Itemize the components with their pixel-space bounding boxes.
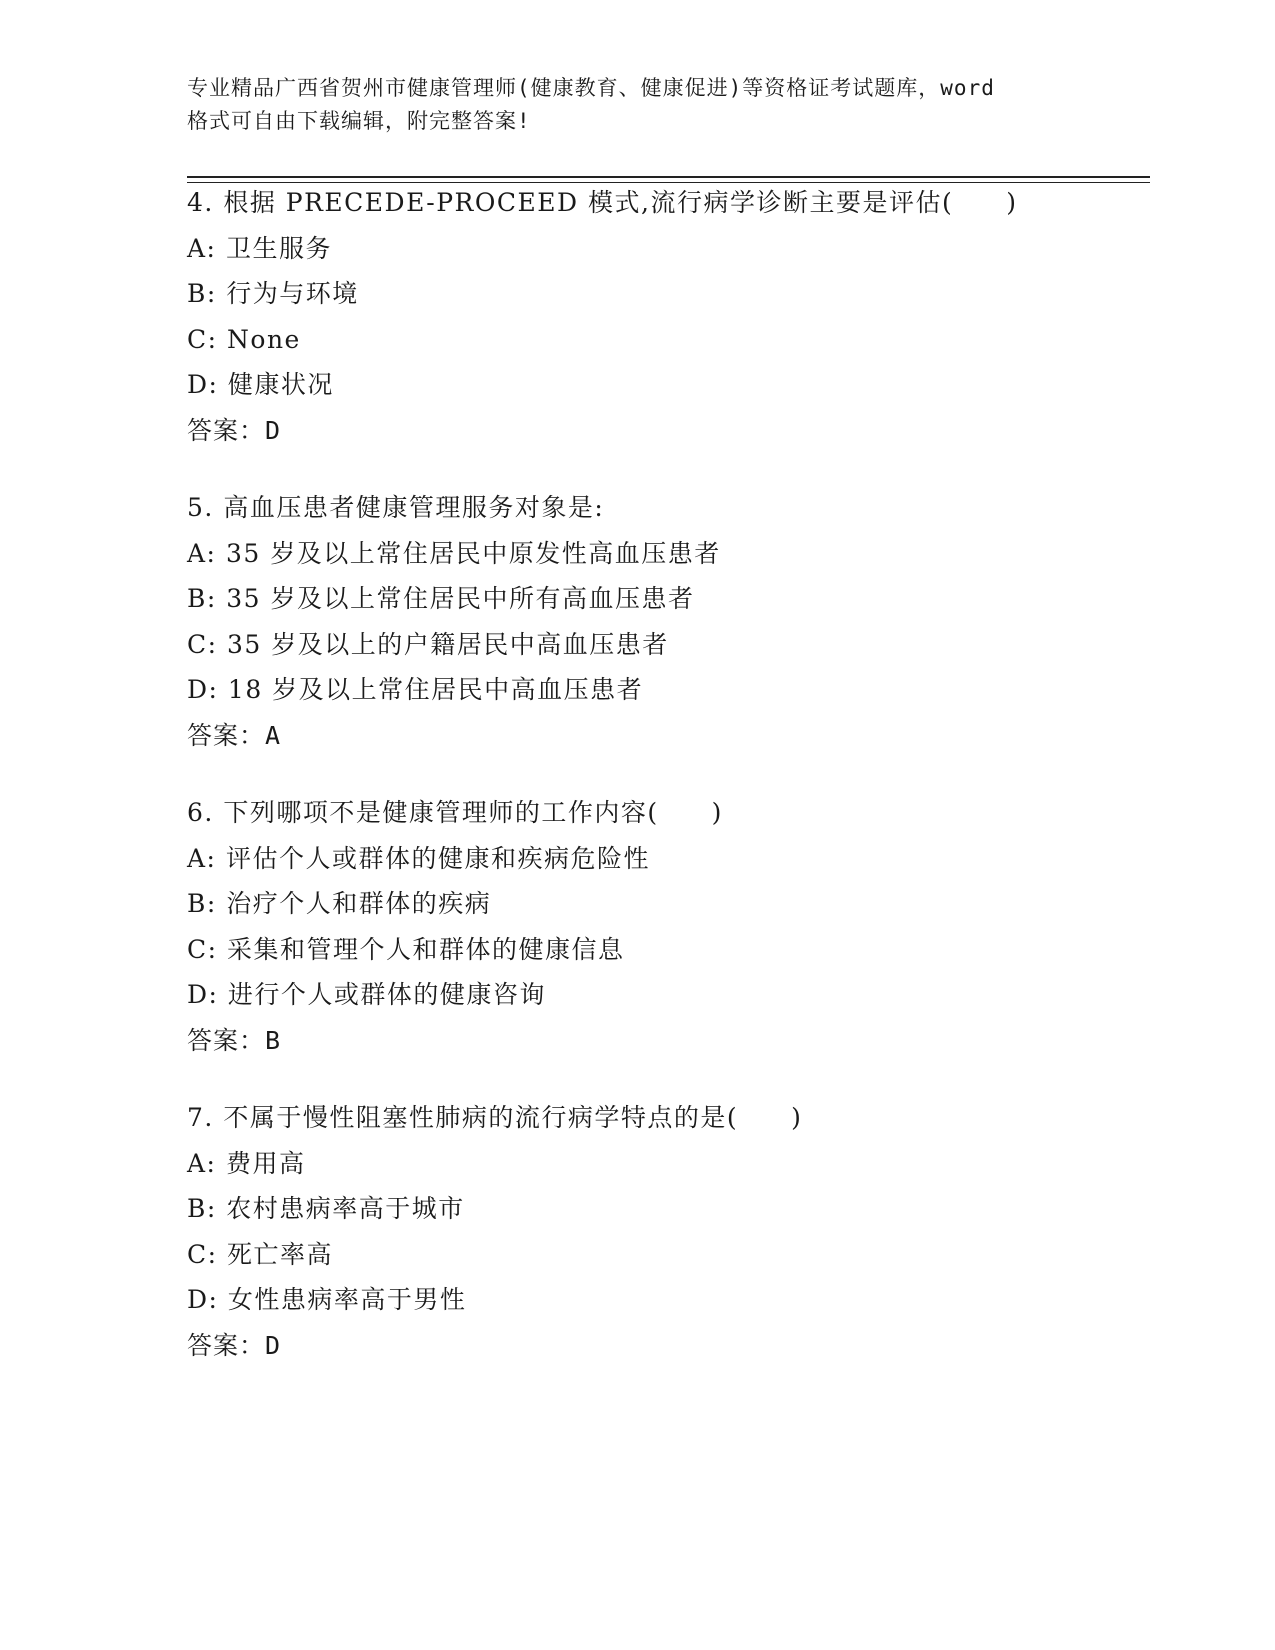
option-key: B: [187,584,217,613]
option-key: B: [187,889,217,918]
option-b [187,271,1187,317]
option-text: 35 岁及以上的户籍居民中高血压患者 [227,629,669,659]
answer-label: 答案： [187,415,266,445]
option-key: C: [187,629,218,659]
option-c [187,927,1187,973]
answer-label: 答案： [187,720,266,750]
option-d [187,667,1187,713]
answer-value: D [265,1330,282,1360]
option-d [187,362,1187,408]
option-b [187,881,1187,927]
option-key: C: [187,1239,218,1269]
option-text: 健康状况 [227,370,334,399]
option-key: D: [187,675,219,704]
option-key: B: [187,1194,217,1223]
question-7 [187,1095,1187,1368]
question-6 [187,790,1187,1063]
question-text: 不属于慢性阻塞性肺病的流行病学特点的是( ) [223,1103,803,1132]
option-text: 35 岁及以上常住居民中所有高血压患者 [226,584,695,613]
option-text: None [227,324,301,354]
option-key: A: [187,843,217,873]
option-key: D: [187,980,219,1009]
option-text: 35 岁及以上常住居民中原发性高血压患者 [225,538,721,568]
option-text: 卫生服务 [225,233,332,263]
question-number: 4. [187,188,214,217]
option-c [187,317,1187,363]
answer-value: D [265,415,282,445]
header-line-1: 专业精品广西省贺州市健康管理师(健康教育、健康促进)等资格证考试题库，word [187,76,995,100]
option-key: B: [187,279,217,308]
option-text: 费用高 [225,1148,306,1178]
question-text: 高血压患者健康管理服务对象是: [223,493,605,522]
option-text: 治疗个人和群体的疾病 [226,889,492,918]
question-text: 下列哪项不是健康管理师的工作内容( ) [223,798,723,827]
answer-value: A [265,720,282,750]
question-stem [187,180,1187,226]
option-c [187,622,1187,668]
option-a [187,1141,1187,1187]
option-a [187,836,1187,882]
option-key: C: [187,934,218,964]
question-4 [187,180,1187,453]
question-stem [187,1095,1187,1141]
option-key: A: [187,538,217,568]
option-text: 女性患病率高于男性 [227,1285,467,1314]
option-text: 采集和管理个人和群体的健康信息 [227,934,625,964]
question-number: 7. [187,1103,214,1132]
option-a [187,531,1187,577]
question-number: 5. [187,493,214,522]
option-key: A: [187,233,217,263]
question-stem [187,485,1187,531]
question-number: 6. [187,798,214,827]
answer-line [187,408,1187,454]
option-key: C: [187,324,218,354]
option-text: 评估个人或群体的健康和疾病危险性 [225,843,650,873]
option-text: 行为与环境 [226,279,359,308]
option-text: 死亡率高 [227,1239,334,1269]
question-5 [187,485,1187,758]
question-text: 根据 PRECEDE-PROCEED 模式,流行病学诊断主要是评估( ) [223,188,1018,217]
option-c [187,1232,1187,1278]
answer-line [187,1018,1187,1064]
document-header [187,72,1087,138]
answer-line [187,1323,1187,1369]
option-key: A: [187,1148,217,1178]
option-key: D: [187,370,219,399]
answer-value: B [265,1025,282,1055]
option-b [187,576,1187,622]
option-a [187,226,1187,272]
header-line-2: 格式可自由下载编辑，附完整答案! [187,109,531,133]
option-d [187,972,1187,1018]
option-d [187,1277,1187,1323]
answer-label: 答案： [187,1025,266,1055]
option-key: D: [187,1285,219,1314]
question-stem [187,790,1187,836]
header-divider-thick [187,176,1150,178]
option-b [187,1186,1187,1232]
option-text: 进行个人或群体的健康咨询 [227,980,546,1009]
option-text: 18 岁及以上常住居民中高血压患者 [227,675,644,704]
answer-line [187,713,1187,759]
answer-label: 答案： [187,1330,266,1360]
option-text: 农村患病率高于城市 [226,1194,465,1223]
